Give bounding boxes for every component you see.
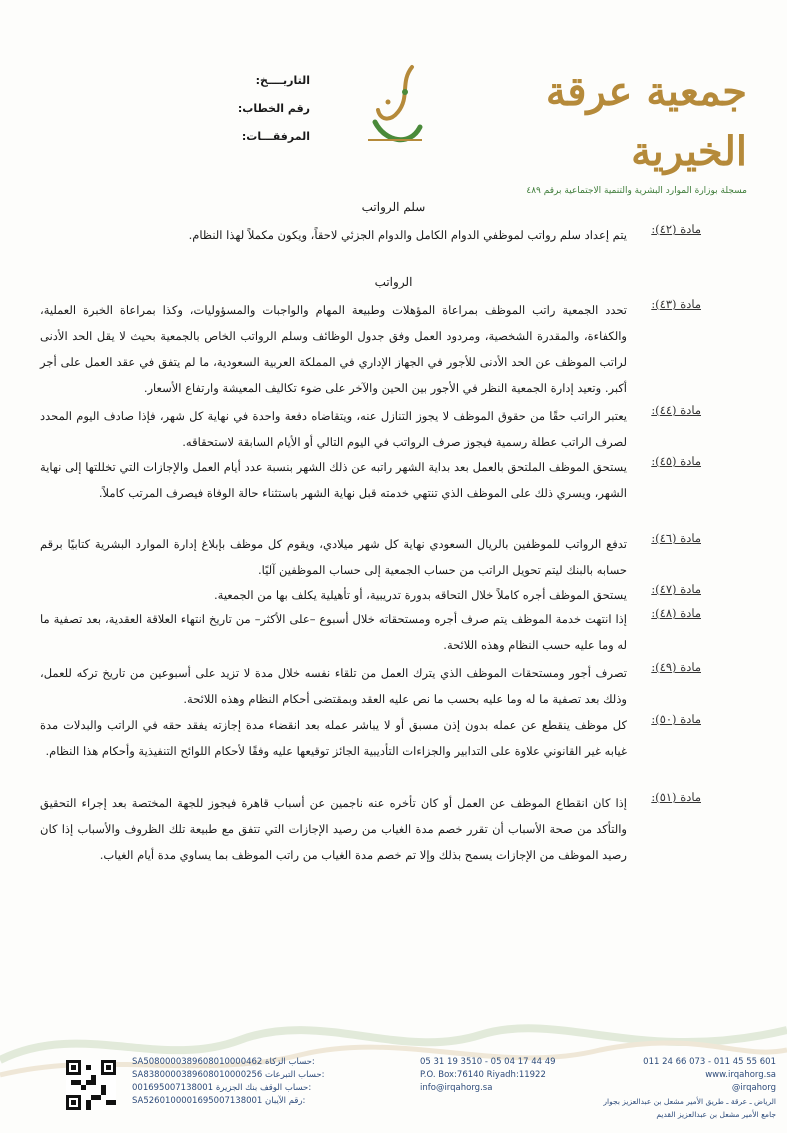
- footer-social: @irqahorg: [731, 1083, 776, 1093]
- article-text: يستحق الموظف أجره كاملاً خلال التحاقه بدورة تدريبية، أو تأهيلية يكلف بها من الجمعية.: [214, 588, 627, 602]
- article-label: مادة (٤٧):: [651, 582, 701, 596]
- organization-logo: [497, 62, 747, 196]
- article-text: تحدد الجمعية راتب الموظف بمراعاة المؤهلات وطبيعة المهام والواجبات والمسؤوليات، وكذا بمراعاة الخبرة العملية، والكفاءة، والمقدرة الشخصية، ومردود العمل وفق جدول الوظائف وسلم الرواتب الخاص بالجمعية بحيث لا يقل الحد الأدنى لراتب الموظف عن الحد الأدنى للأجور في الجهاز الإداري في المملكة العربية السعودية، ما لم يتفق في عقد العمل على أجر أكبر. وتعيد إدارة الجمعية النظر في الأجور بين الحين والآخر على ضوء تكاليف المعيشة وارتفاع الأسعار.: [40, 303, 627, 395]
- article-label: مادة (٤٣):: [651, 297, 701, 311]
- article-text: تدفع الرواتب للموظفين بالريال السعودي نهاية كل شهر ميلادي، ويقوم كل موظف بإبلاغ إدارة الموارد البشرية كتابيًا برقم حسابه بالبنك ليتم تحويل الراتب من حساب الجمعية إلى حساب الموظفين آليًا.: [40, 537, 627, 577]
- article-label: مادة (٤٩):: [651, 660, 701, 674]
- account-row: SA5260100001695007138001 رقم الآيبان:: [132, 1096, 306, 1106]
- letter-meta: [190, 74, 310, 158]
- article-label: مادة (٥١):: [651, 790, 701, 804]
- section-title-salary-scale: سلم الرواتب: [361, 200, 426, 214]
- footer-mobiles: 05 31 19 3510 - 05 04 17 44 49: [420, 1057, 556, 1067]
- footer: [0, 1050, 787, 1120]
- article-text: كل موظف ينقطع عن عمله بدون إذن مسبق أو لا يباشر عمله بعد انقضاء مدة إجازته يفقد حقه في الراتب والبدلات مدة غيابه غير القانوني علاوة على التدابير والجزاءات التأديبية الجائز توقيعها عليه وفقًا لأحكام اللوائح التنفيذية وأحكام هذا النظام.: [40, 718, 627, 758]
- article-label: مادة (٤٤):: [651, 403, 701, 417]
- article-label: مادة (٤٨):: [651, 606, 701, 620]
- article-text: يعتبر الراتب حقًا من حقوق الموظف لا يجوز التنازل عنه، ويتقاضاه دفعة واحدة في نهاية كل شهر، فإذا صادف اليوم المحدد لصرف الراتب عطلة رسمية فيجوز صرف الرواتب في اليوم التالي أو الأيام السابقة لاستحقاقه.: [40, 409, 627, 449]
- article-label: مادة (٤٥):: [651, 454, 701, 468]
- account-row: SA8380000389608010000256 حساب التبرعات:: [132, 1070, 325, 1080]
- account-row: 001695007138001 حساب الوقف بنك الجزيرة:: [132, 1083, 312, 1093]
- account-row: SA5080000389608010000462 حساب الزكاة:: [132, 1057, 315, 1067]
- footer-contact-right: [596, 1056, 776, 1121]
- letter-number-label: رقم الخطاب:: [237, 102, 310, 115]
- article-text: يتم إعداد سلم رواتب لموظفي الدوام الكامل والدوام الجزئي لاحقاً، ويكون مكملاً لهذا النظام.: [188, 228, 627, 242]
- footer-email: info@irqahorg.sa: [420, 1083, 493, 1093]
- article-text: إذا كان انقطاع الموظف عن العمل أو كان تأخره عنه ناجمين عن أسباب قاهرة فيجوز للجهة المختصة بعد إجراء التحقيق والتأكد من صحة الأسباب أن تقرر خصم مدة الغياب من رصيد الإجازات التي تتفق مع طبيعة تلك الظروف والأسباب إذا كان رصيد الموظف من الإجازات يسمح بذلك وإلا تم خصم مدة الغياب من راتب الموظف بما يساوي مدة أيام الغياب.: [40, 796, 627, 862]
- article-text: تصرف أجور ومستحقات الموظف الذي يترك العمل من تلقاء نفسه خلال مدة لا تزيد على أسبوعين من تاريخ تركه للعمل، وذلك بعد تصفية ما له وما عليه بحسب ما نص عليه العقد وبمقتضى أحكام النظام وهذه اللائحة.: [40, 666, 627, 706]
- article-text: إذا انتهت خدمة الموظف يتم صرف أجره ومستحقاته خلال أسبوع –على الأكثر– من تاريخ انتهاء العلاقة العقدية، بعد تصفية ما له وما عليه حسب النظام وهذه اللائحة.: [40, 612, 627, 652]
- footer-address: الرياض ـ عرقة ـ طريق الأمير مشعل بن عبدالعزيز بجوار جامع الأمير مشعل بن عبدالعزيز القديم: [603, 1097, 776, 1119]
- article-label: مادة (٤٦):: [651, 531, 701, 545]
- organization-registration: مسجلة بوزارة الموارد البشرية والتنمية الاجتماعية برقم ٤٨٩: [526, 186, 747, 196]
- footer-po-box: P.O. Box:76140 Riyadh:11922: [420, 1070, 546, 1080]
- footer-phones: 011 24 66 073 - 011 45 55 601: [643, 1057, 776, 1067]
- article-label: مادة (٥٠):: [651, 712, 701, 726]
- footer-website: www.irqahorg.sa: [705, 1070, 776, 1080]
- footer-accounts: [132, 1056, 412, 1108]
- article-label: مادة (٤٢):: [651, 222, 701, 236]
- organization-name: جمعية عرقة الخيرية: [545, 68, 747, 175]
- qr-code-icon: [66, 1060, 116, 1110]
- section-title-salaries: الرواتب: [374, 275, 413, 289]
- date-label: التاريــــخ:: [255, 74, 310, 87]
- calligraphy-emblem-icon: [360, 62, 430, 157]
- attachments-label: المرفقـــات:: [241, 130, 310, 143]
- footer-contact-middle: [420, 1056, 590, 1095]
- article-text: يستحق الموظف الملتحق بالعمل بعد بداية الشهر راتبه عن ذلك الشهر بنسبة عدد أيام العمل والإجازات التي تخللتها إلى نهاية الشهر، ويسري ذلك على الموظف الذي تنتهي خدمته قبل نهاية الشهر باستثناء حالة الوفاة فيصرف المرتب كاملاً.: [40, 460, 627, 500]
